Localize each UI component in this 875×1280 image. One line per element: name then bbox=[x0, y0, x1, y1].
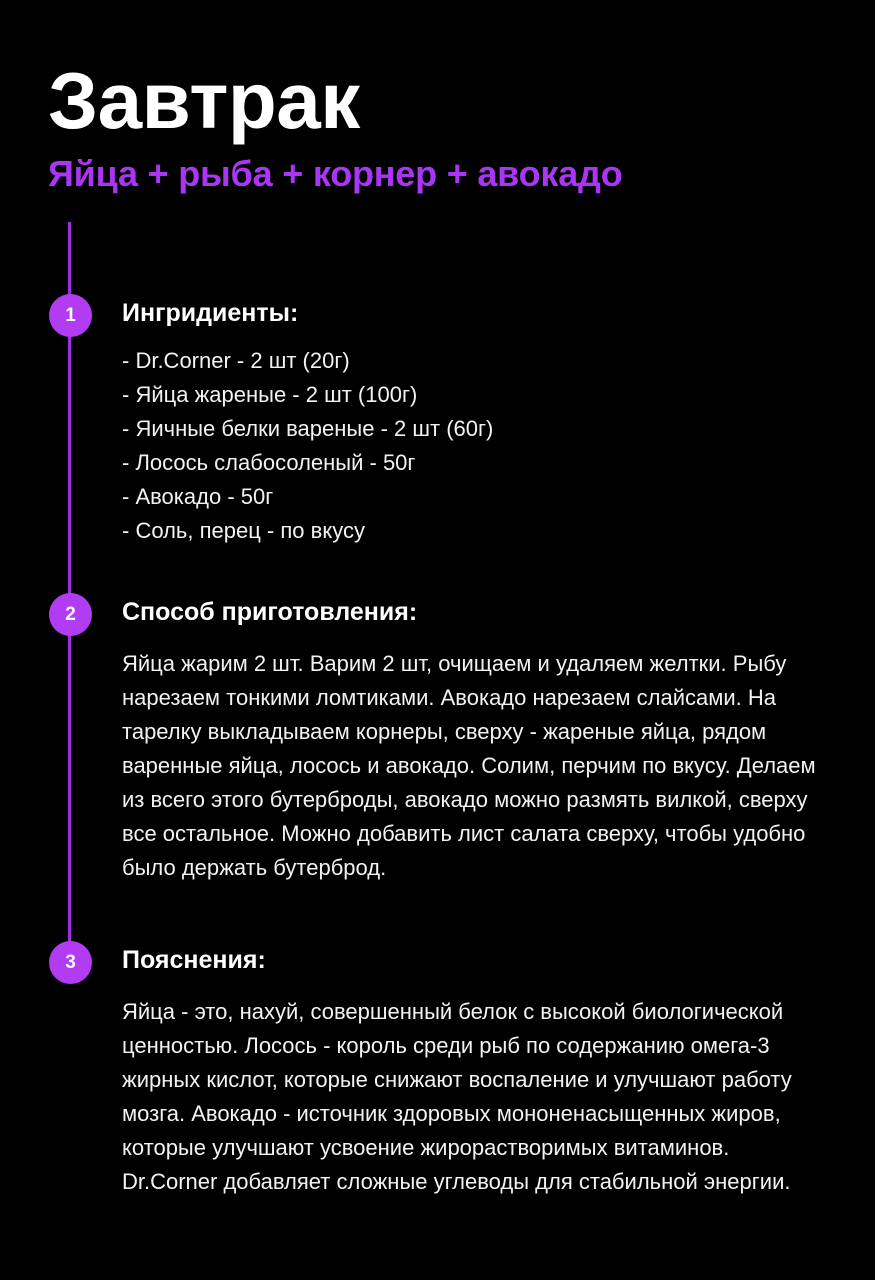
step-heading-ingredients: Ингридиенты: bbox=[122, 299, 299, 327]
header bbox=[48, 56, 838, 195]
steps-list bbox=[0, 294, 875, 1199]
list-item: - Dr.Corner - 2 шт (20г) bbox=[122, 348, 350, 373]
list-item: - Яичные белки вареные - 2 шт (60г) bbox=[122, 416, 494, 441]
step-explanations bbox=[0, 941, 875, 1199]
ingredients-list bbox=[122, 344, 830, 548]
step-heading-explanations: Пояснения: bbox=[122, 946, 266, 974]
step-body-explanations: Яйца - это, нахуй, совершенный белок с высокой биологической ценностью. Лосось - король среди рыб по содержанию омега-3 жирных кислот, которые снижают воспаление и улучшают работу мозга. Авокадо - источник здоровых мононенасыщенных жиров, которые улучшают усвоение жирорастворимых витаминов. Dr.Corner добавляет сложные углеводы для стабильной энергии. bbox=[122, 999, 792, 1194]
list-item: - Соль, перец - по вкусу bbox=[122, 518, 365, 543]
step-ingredients bbox=[0, 294, 875, 548]
page-subtitle: Яйца + рыба + корнер + авокадо bbox=[48, 153, 623, 195]
page-title: Завтрак bbox=[48, 56, 360, 145]
list-item: - Яйца жареные - 2 шт (100г) bbox=[122, 382, 418, 407]
step-heading-preparation: Способ приготовления: bbox=[122, 598, 418, 626]
list-item: - Авокадо - 50г bbox=[122, 484, 274, 509]
step-marker-1: 1 bbox=[49, 294, 92, 337]
step-preparation bbox=[0, 593, 875, 885]
step-body-preparation: Яйца жарим 2 шт. Варим 2 шт, очищаем и удаляем желтки. Рыбу нарезаем тонкими ломтиками. Авокадо нарезаем слайсами. На тарелку выкладываем корнеры, сверху - жареные яйца, рядом варенные яйца, лосось и авокадо. Солим, перчим по вкусу. Делаем из всего этого бутерброды, авокадо можно размять вилкой, сверху все остальное. Можно добавить лист салата сверху, чтобы удобно было держать бутерброд. bbox=[122, 651, 816, 880]
list-item: - Лосось слабосоленый - 50г bbox=[122, 450, 416, 475]
step-marker-3: 3 bbox=[49, 941, 92, 984]
step-marker-2: 2 bbox=[49, 593, 92, 636]
